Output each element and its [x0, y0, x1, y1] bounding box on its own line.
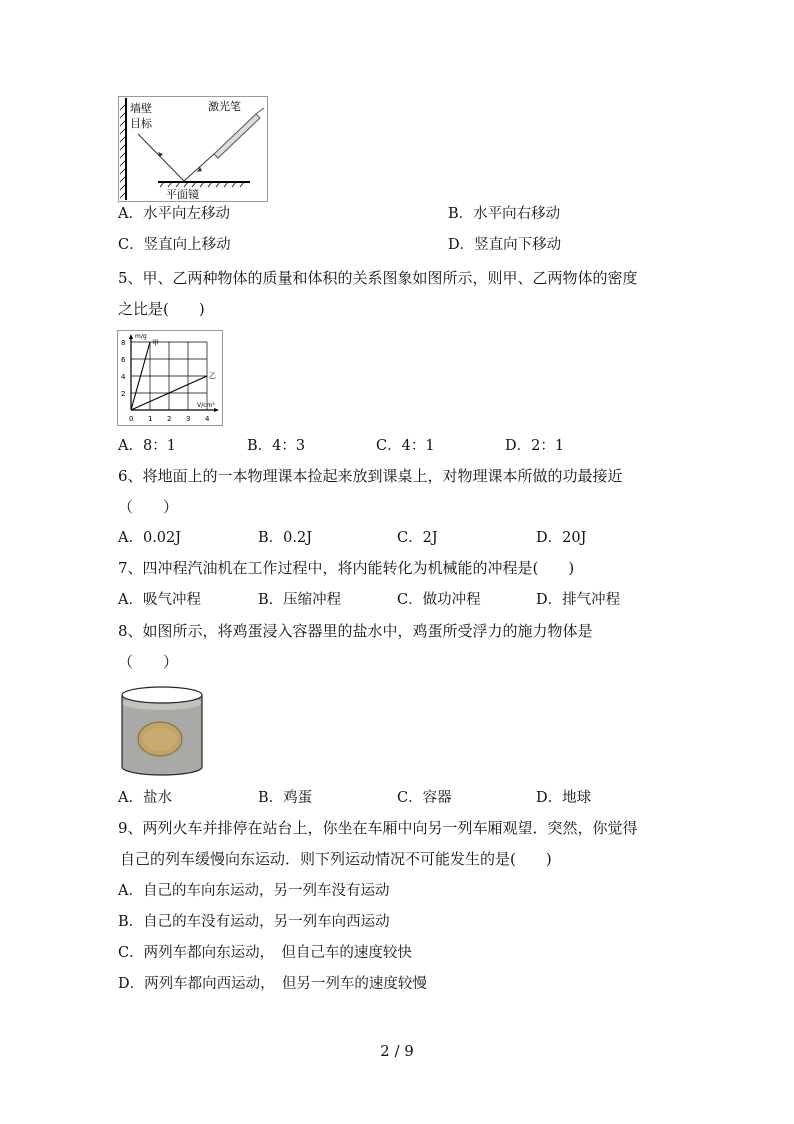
- q5-option-a: A．8：1: [118, 438, 176, 454]
- egg-in-beaker-figure: [116, 683, 208, 779]
- q8-option-c: C．容器: [397, 790, 452, 806]
- x-tick-label: 4: [205, 415, 210, 423]
- q9-option-c: C．两列车都向东运动， 但自己车的速度较快: [118, 945, 412, 961]
- y-axis-arrow-icon: [129, 334, 133, 339]
- y-axis-label: m/g: [135, 333, 147, 340]
- q5-option-b: B．4：3: [247, 438, 306, 454]
- x-tick-label: 3: [186, 415, 191, 423]
- y-tick-label: 4: [121, 373, 126, 381]
- mirror-label: 平面镜: [166, 188, 199, 201]
- q5-stem-line1: 5、甲、乙两种物体的质量和体积的关系图象如图所示，则甲、乙两物体的密度: [118, 269, 638, 287]
- q9-stem-line2: 自己的列车缓慢向东运动．则下列运动情况不可能发生的是( ): [120, 850, 552, 868]
- q6-option-d: D．20J: [536, 530, 587, 546]
- q8-option-b: B．鸡蛋: [258, 790, 313, 806]
- x-tick-label: 0: [129, 415, 134, 423]
- q9-stem-line1: 9、两列火车并排停在站台上，你坐在车厢中向另一列车厢观望．突然，你觉得: [118, 819, 638, 837]
- q9-option-d: D．两列车都向西运动， 但另一列车的速度较慢: [118, 976, 427, 992]
- series-label: 甲: [152, 339, 159, 347]
- wall-label: 墙壁: [130, 102, 152, 115]
- q6-stem-line2: （ ）: [118, 498, 179, 516]
- series-label: 乙: [209, 372, 216, 380]
- q8-option-d: D．地球: [536, 790, 592, 806]
- x-axis-label: V/cm³: [197, 402, 215, 409]
- q5-stem-line2: 之比是( ): [118, 300, 205, 318]
- q4-option-a: A．水平向左移动: [118, 206, 230, 222]
- target-label: 目标: [130, 117, 152, 130]
- q7-option-c: C．做功冲程: [397, 592, 481, 608]
- q4-option-d: D．竖直向下移动: [448, 237, 562, 253]
- q7-option-d: D．排气冲程: [536, 592, 621, 608]
- q8-stem-line2: （ ）: [118, 653, 179, 671]
- x-axis-arrow-icon: [214, 408, 219, 412]
- q9-option-b: B．自己的车没有运动，另一列车向西运动: [118, 914, 390, 930]
- q7-stem: 7、四冲程汽油机在工作过程中，将内能转化为机械能的冲程是( ): [118, 559, 575, 577]
- q4-option-c: C．竖直向上移动: [118, 237, 231, 253]
- x-tick-label: 2: [167, 415, 172, 423]
- q4-option-b: B．水平向右移动: [448, 206, 561, 222]
- q7-option-a: A．吸气冲程: [118, 592, 201, 608]
- q8-option-a: A．盐水: [118, 790, 172, 806]
- mass-volume-chart: [117, 330, 223, 426]
- q7-option-b: B．压缩冲程: [258, 592, 342, 608]
- x-tick-label: 1: [148, 415, 153, 423]
- laser-label: 激光笔: [208, 100, 241, 113]
- laser-reflection-figure: [118, 96, 268, 202]
- y-tick-label: 2: [121, 390, 126, 398]
- q5-option-d: D．2：1: [505, 438, 565, 454]
- q6-option-c: C．2J: [397, 530, 438, 546]
- q6-option-a: A．0.02J: [118, 530, 182, 546]
- q6-stem-line1: 6、将地面上的一本物理课本捡起来放到课桌上，对物理课本所做的功最接近: [118, 467, 623, 485]
- q6-option-b: B．0.2J: [258, 530, 313, 546]
- q5-option-c: C．4：1: [376, 438, 435, 454]
- y-tick-label: 6: [121, 356, 126, 364]
- q8-stem-line1: 8、如图所示，将鸡蛋浸入容器里的盐水中，鸡蛋所受浮力的施力物体是: [118, 622, 593, 640]
- page-number: 2 / 9: [380, 1042, 414, 1060]
- y-tick-label: 8: [121, 339, 126, 347]
- q9-option-a: A．自己的车向东运动，另一列车没有运动: [118, 883, 390, 899]
